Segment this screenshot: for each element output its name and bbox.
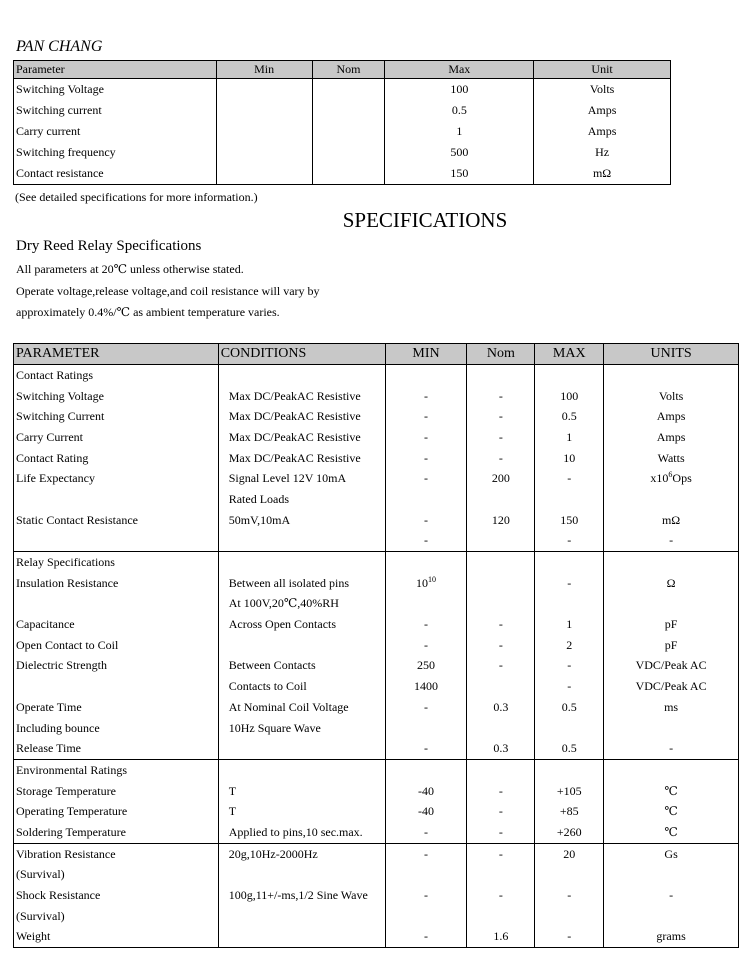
summary-cell-nom bbox=[312, 100, 385, 121]
life-unit-exponent: 6 bbox=[668, 470, 673, 480]
specs-cell-nom bbox=[467, 594, 535, 615]
specs-cell-min bbox=[385, 718, 467, 739]
specs-cell-units: Amps bbox=[604, 406, 739, 427]
specs-cell-min: - bbox=[385, 614, 467, 635]
specs-cell-max: 0.5 bbox=[535, 406, 604, 427]
summary-cell-max: 500 bbox=[385, 142, 534, 163]
specs-row bbox=[14, 801, 739, 822]
specs-cell-min: - bbox=[385, 531, 467, 552]
specs-cell-nom: - bbox=[467, 843, 535, 864]
specs-cell-nom bbox=[467, 718, 535, 739]
specs-cell-min: - bbox=[385, 386, 467, 407]
specs-cell-max: +85 bbox=[535, 801, 604, 822]
specs-cell-max bbox=[535, 865, 604, 886]
specs-cell-parameter: Dielectric Strength bbox=[14, 656, 219, 677]
specs-cell-units: Volts bbox=[604, 386, 739, 407]
specs-row bbox=[14, 573, 739, 594]
specs-cell-units bbox=[604, 906, 739, 927]
specs-cell-conditions: Between Contacts bbox=[218, 656, 385, 677]
specs-cell-nom bbox=[467, 676, 535, 697]
specs-cell-units: pF bbox=[604, 635, 739, 656]
specs-cell-min bbox=[385, 865, 467, 886]
summary-cell-min bbox=[216, 121, 312, 142]
specs-cell-units bbox=[604, 489, 739, 510]
specs-row bbox=[14, 906, 739, 927]
specs-row bbox=[14, 594, 739, 615]
specs-cell-max bbox=[535, 760, 604, 781]
specs-cell-units: ℃ bbox=[604, 781, 739, 802]
specs-cell-parameter: Life Expectancy bbox=[14, 468, 219, 489]
summary-header-nom: Nom bbox=[312, 61, 385, 79]
specs-cell-min: - bbox=[385, 427, 467, 448]
specs-cell-units bbox=[604, 865, 739, 886]
specs-row bbox=[14, 738, 739, 759]
brand-title: PAN CHANG bbox=[16, 38, 103, 55]
page-heading: SPECIFICATIONS bbox=[342, 208, 508, 232]
specs-cell-nom: 200 bbox=[467, 468, 535, 489]
specs-cell-min: 250 bbox=[385, 656, 467, 677]
specs-cell-units bbox=[604, 552, 739, 573]
summary-row bbox=[14, 163, 671, 185]
specs-cell-max bbox=[535, 594, 604, 615]
specs-cell-max: 0.5 bbox=[535, 697, 604, 718]
specs-cell-parameter: Contact Rating bbox=[14, 448, 219, 469]
specs-cell-max: 20 bbox=[535, 843, 604, 864]
specs-cell-units: - bbox=[604, 885, 739, 906]
specs-cell-nom: 120 bbox=[467, 510, 535, 531]
specs-cell-parameter: Insulation Resistance bbox=[14, 573, 219, 594]
summary-cell-min bbox=[216, 163, 312, 185]
specs-cell-parameter: Release Time bbox=[14, 738, 219, 759]
specs-cell-nom: - bbox=[467, 406, 535, 427]
specs-cell-min: - bbox=[385, 885, 467, 906]
specs-cell-units: ms bbox=[604, 697, 739, 718]
specs-row bbox=[14, 822, 739, 843]
specs-cell-max: - bbox=[535, 885, 604, 906]
specs-cell-conditions: Max DC/PeakAC Resistive bbox=[218, 448, 385, 469]
specs-cell-nom bbox=[467, 552, 535, 573]
specs-cell-conditions: At 100V,20℃,40%RH bbox=[218, 594, 385, 615]
specs-cell-nom: - bbox=[467, 614, 535, 635]
specs-cell-nom: 0.3 bbox=[467, 738, 535, 759]
specs-cell-conditions bbox=[218, 365, 385, 386]
specs-row bbox=[14, 531, 739, 552]
specs-cell-conditions: Applied to pins,10 sec.max. bbox=[218, 822, 385, 843]
specs-cell-nom bbox=[467, 906, 535, 927]
specs-cell-max bbox=[535, 365, 604, 386]
specs-cell-min bbox=[385, 906, 467, 927]
summary-header-max: Max bbox=[385, 61, 534, 79]
specs-cell-nom: - bbox=[467, 448, 535, 469]
specs-row bbox=[14, 365, 739, 386]
specs-cell-parameter: Including bounce bbox=[14, 718, 219, 739]
specs-cell-conditions bbox=[218, 738, 385, 759]
specs-cell-nom: - bbox=[467, 781, 535, 802]
summary-cell-nom bbox=[312, 142, 385, 163]
specs-row bbox=[14, 865, 739, 886]
life-unit-base: x10 bbox=[650, 471, 669, 486]
specs-cell-nom bbox=[467, 365, 535, 386]
specs-cell-units bbox=[604, 718, 739, 739]
summary-row bbox=[14, 79, 671, 101]
specs-cell-units: grams bbox=[604, 927, 739, 948]
specs-cell-nom bbox=[467, 489, 535, 510]
specs-cell-parameter: (Survival) bbox=[14, 906, 219, 927]
summary-header-row bbox=[14, 61, 671, 79]
summary-cell-max: 1 bbox=[385, 121, 534, 142]
specs-row bbox=[14, 760, 739, 781]
specs-row bbox=[14, 510, 739, 531]
specs-cell-nom bbox=[467, 531, 535, 552]
specs-cell-max: +105 bbox=[535, 781, 604, 802]
specs-cell-units: Watts bbox=[604, 448, 739, 469]
specs-cell-min: - bbox=[385, 738, 467, 759]
summary-cell-unit: Amps bbox=[534, 121, 671, 142]
specs-row bbox=[14, 614, 739, 635]
specs-cell-parameter: Soldering Temperature bbox=[14, 822, 219, 843]
specs-cell-parameter: Environmental Ratings bbox=[14, 760, 219, 781]
summary-header-min: Min bbox=[216, 61, 312, 79]
summary-cell-parameter: Switching current bbox=[14, 100, 217, 121]
specs-cell-min bbox=[385, 573, 467, 594]
specs-cell-conditions: Rated Loads bbox=[218, 489, 385, 510]
paragraph-line: approximately 0.4%/℃ as ambient temperature varies. bbox=[16, 305, 280, 319]
paragraph-line: Operate voltage,release voltage,and coil resistance will vary by bbox=[16, 284, 320, 298]
specs-cell-max: 100 bbox=[535, 386, 604, 407]
life-unit-suffix: Ops bbox=[672, 471, 692, 486]
specs-cell-max: 2 bbox=[535, 635, 604, 656]
specs-cell-units bbox=[604, 760, 739, 781]
summary-cell-min bbox=[216, 79, 312, 101]
specs-cell-parameter: Contact Ratings bbox=[14, 365, 219, 386]
specs-cell-nom bbox=[467, 760, 535, 781]
specs-cell-nom: 1.6 bbox=[467, 927, 535, 948]
specs-cell-parameter: Shock Resistance bbox=[14, 885, 219, 906]
specs-cell-min: - bbox=[385, 468, 467, 489]
specs-cell-parameter: (Survival) bbox=[14, 865, 219, 886]
specs-row bbox=[14, 406, 739, 427]
summary-row bbox=[14, 100, 671, 121]
specs-cell-parameter: Switching Voltage bbox=[14, 386, 219, 407]
specs-cell-parameter: Carry Current bbox=[14, 427, 219, 448]
specs-cell-max: +260 bbox=[535, 822, 604, 843]
summary-row bbox=[14, 121, 671, 142]
specs-cell-conditions: Max DC/PeakAC Resistive bbox=[218, 386, 385, 407]
specs-cell-max: 1 bbox=[535, 427, 604, 448]
summary-cell-nom bbox=[312, 163, 385, 185]
specs-header-units: UNITS bbox=[604, 344, 739, 365]
specs-cell-nom: - bbox=[467, 885, 535, 906]
specs-row bbox=[14, 427, 739, 448]
specs-cell-min bbox=[385, 552, 467, 573]
summary-cell-parameter: Carry current bbox=[14, 121, 217, 142]
specs-cell-units: - bbox=[604, 738, 739, 759]
specs-cell-min: - bbox=[385, 697, 467, 718]
specs-cell-min bbox=[385, 594, 467, 615]
specs-cell-max: - bbox=[535, 573, 604, 594]
specs-cell-parameter: Switching Current bbox=[14, 406, 219, 427]
specs-cell-max: - bbox=[535, 676, 604, 697]
specs-cell-max: - bbox=[535, 927, 604, 948]
specs-cell-units: pF bbox=[604, 614, 739, 635]
specs-row bbox=[14, 718, 739, 739]
specs-row bbox=[14, 697, 739, 718]
specs-cell-min bbox=[385, 760, 467, 781]
summary-cell-min bbox=[216, 142, 312, 163]
specs-cell-max bbox=[535, 552, 604, 573]
specs-header-min: MIN bbox=[385, 344, 467, 365]
specs-row bbox=[14, 552, 739, 573]
summary-cell-unit: Volts bbox=[534, 79, 671, 101]
specs-cell-units: VDC/Peak AC bbox=[604, 656, 739, 677]
specs-cell-nom: - bbox=[467, 822, 535, 843]
specs-cell-min: - bbox=[385, 406, 467, 427]
summary-cell-unit: Hz bbox=[534, 142, 671, 163]
specs-cell-units: ℃ bbox=[604, 801, 739, 822]
specifications-table bbox=[13, 343, 739, 948]
specs-cell-units bbox=[604, 468, 739, 489]
specs-cell-min: -40 bbox=[385, 801, 467, 822]
specs-cell-conditions bbox=[218, 635, 385, 656]
specs-cell-max: - bbox=[535, 531, 604, 552]
summary-cell-nom bbox=[312, 121, 385, 142]
summary-cell-parameter: Switching Voltage bbox=[14, 79, 217, 101]
specs-cell-conditions bbox=[218, 865, 385, 886]
specs-cell-conditions: 20g,10Hz-2000Hz bbox=[218, 843, 385, 864]
specs-cell-nom: 0.3 bbox=[467, 697, 535, 718]
summary-cell-parameter: Switching frequency bbox=[14, 142, 217, 163]
specs-cell-max: 10 bbox=[535, 448, 604, 469]
specs-cell-conditions bbox=[218, 760, 385, 781]
specs-row bbox=[14, 448, 739, 469]
specs-cell-conditions: T bbox=[218, 781, 385, 802]
specs-cell-conditions: Max DC/PeakAC Resistive bbox=[218, 427, 385, 448]
specs-cell-units: ℃ bbox=[604, 822, 739, 843]
specs-header-row bbox=[14, 344, 739, 365]
specs-cell-units: - bbox=[604, 531, 739, 552]
specs-cell-units: mΩ bbox=[604, 510, 739, 531]
specs-cell-parameter bbox=[14, 531, 219, 552]
specs-cell-conditions: 50mV,10mA bbox=[218, 510, 385, 531]
summary-header-parameter: Parameter bbox=[14, 61, 217, 79]
summary-cell-parameter: Contact resistance bbox=[14, 163, 217, 185]
summary-cell-unit: mΩ bbox=[534, 163, 671, 185]
insulation-min-base: 10 bbox=[416, 575, 429, 590]
specs-row bbox=[14, 676, 739, 697]
specs-row bbox=[14, 386, 739, 407]
specs-cell-min: 1400 bbox=[385, 676, 467, 697]
specs-cell-conditions: Signal Level 12V 10mA bbox=[218, 468, 385, 489]
section-subheading: Dry Reed Relay Specifications bbox=[16, 238, 202, 254]
specs-cell-nom: - bbox=[467, 386, 535, 407]
specs-cell-conditions bbox=[218, 531, 385, 552]
specs-cell-conditions bbox=[218, 906, 385, 927]
specs-cell-min: - bbox=[385, 448, 467, 469]
specs-row bbox=[14, 635, 739, 656]
specs-header-nom: Nom bbox=[467, 344, 535, 365]
summary-note: (See detailed specifications for more information.) bbox=[15, 190, 258, 204]
specs-cell-max: 150 bbox=[535, 510, 604, 531]
specs-cell-conditions: Max DC/PeakAC Resistive bbox=[218, 406, 385, 427]
specs-cell-max bbox=[535, 906, 604, 927]
specs-header-parameter: PARAMETER bbox=[14, 344, 219, 365]
specs-row bbox=[14, 489, 739, 510]
specs-cell-parameter bbox=[14, 676, 219, 697]
specs-cell-parameter: Static Contact Resistance bbox=[14, 510, 219, 531]
specs-cell-min: - bbox=[385, 510, 467, 531]
specs-cell-max bbox=[535, 489, 604, 510]
summary-cell-nom bbox=[312, 79, 385, 101]
summary-row bbox=[14, 142, 671, 163]
specs-cell-nom: - bbox=[467, 427, 535, 448]
specs-header-conditions: CONDITIONS bbox=[218, 344, 385, 365]
specs-row bbox=[14, 656, 739, 677]
summary-cell-max: 100 bbox=[385, 79, 534, 101]
specs-cell-max: - bbox=[535, 468, 604, 489]
specs-cell-conditions: 100g,11+/-ms,1/2 Sine Wave bbox=[218, 885, 385, 906]
summary-cell-max: 150 bbox=[385, 163, 534, 185]
specs-cell-parameter bbox=[14, 489, 219, 510]
specs-cell-min: - bbox=[385, 822, 467, 843]
specs-cell-conditions: T bbox=[218, 801, 385, 822]
specs-cell-units: VDC/Peak AC bbox=[604, 676, 739, 697]
summary-table bbox=[13, 60, 671, 185]
specs-cell-parameter: Open Contact to Coil bbox=[14, 635, 219, 656]
specs-cell-parameter bbox=[14, 594, 219, 615]
specs-cell-parameter: Operating Temperature bbox=[14, 801, 219, 822]
specs-cell-units: Gs bbox=[604, 843, 739, 864]
specs-cell-units bbox=[604, 594, 739, 615]
specs-cell-conditions: Across Open Contacts bbox=[218, 614, 385, 635]
specs-cell-min bbox=[385, 365, 467, 386]
specs-cell-parameter: Relay Specifications bbox=[14, 552, 219, 573]
specs-cell-min: - bbox=[385, 843, 467, 864]
specs-cell-parameter: Operate Time bbox=[14, 697, 219, 718]
specs-cell-units: Amps bbox=[604, 427, 739, 448]
specs-cell-max bbox=[535, 718, 604, 739]
specs-cell-conditions: At Nominal Coil Voltage bbox=[218, 697, 385, 718]
specs-cell-max: - bbox=[535, 656, 604, 677]
specs-cell-conditions bbox=[218, 552, 385, 573]
specs-cell-min: -40 bbox=[385, 781, 467, 802]
specs-cell-conditions: 10Hz Square Wave bbox=[218, 718, 385, 739]
specs-row bbox=[14, 885, 739, 906]
specs-cell-conditions bbox=[218, 927, 385, 948]
summary-cell-min bbox=[216, 100, 312, 121]
specs-cell-parameter: Storage Temperature bbox=[14, 781, 219, 802]
summary-header-unit: Unit bbox=[534, 61, 671, 79]
specs-cell-nom bbox=[467, 865, 535, 886]
specs-cell-nom: - bbox=[467, 635, 535, 656]
specs-cell-max: 0.5 bbox=[535, 738, 604, 759]
specs-cell-max: 1 bbox=[535, 614, 604, 635]
specs-cell-nom bbox=[467, 573, 535, 594]
insulation-min-exponent: 10 bbox=[428, 574, 437, 584]
specs-cell-min: - bbox=[385, 927, 467, 948]
summary-cell-unit: Amps bbox=[534, 100, 671, 121]
specs-cell-units bbox=[604, 365, 739, 386]
specs-cell-parameter: Weight bbox=[14, 927, 219, 948]
specs-cell-conditions: Between all isolated pins bbox=[218, 573, 385, 594]
summary-cell-max: 0.5 bbox=[385, 100, 534, 121]
specs-cell-units: Ω bbox=[604, 573, 739, 594]
specs-cell-min: - bbox=[385, 635, 467, 656]
specs-row bbox=[14, 843, 739, 864]
paragraph-line: All parameters at 20℃ unless otherwise stated. bbox=[16, 262, 244, 276]
specs-cell-parameter: Capacitance bbox=[14, 614, 219, 635]
specs-cell-nom: - bbox=[467, 656, 535, 677]
specs-row bbox=[14, 927, 739, 948]
specs-row bbox=[14, 781, 739, 802]
specs-header-max: MAX bbox=[535, 344, 604, 365]
specs-cell-nom: - bbox=[467, 801, 535, 822]
specs-row bbox=[14, 468, 739, 489]
specs-cell-conditions: Contacts to Coil bbox=[218, 676, 385, 697]
specs-cell-parameter: Vibration Resistance bbox=[14, 843, 219, 864]
specs-cell-min bbox=[385, 489, 467, 510]
